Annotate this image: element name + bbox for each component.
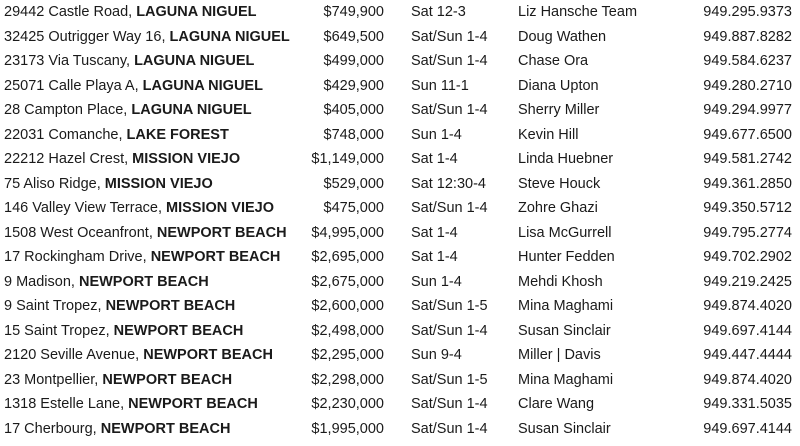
listing-price: $2,695,000 <box>311 249 384 265</box>
listing-price: $1,149,000 <box>311 151 384 167</box>
city-name: NEWPORT BEACH <box>150 249 281 265</box>
agent-phone: 949.702.2902 <box>703 249 792 265</box>
city-name: NEWPORT BEACH <box>78 273 209 290</box>
agent-phone: 949.697.4144 <box>703 322 792 339</box>
listing-row <box>0 98 800 123</box>
street-address: 9 Saint Tropez, <box>4 298 102 314</box>
listing-address <box>4 368 232 393</box>
agent-phone: 949.795.2774 <box>703 224 792 241</box>
agent-phone: 949.697.4144 <box>703 420 792 437</box>
listing-price: $475,000 <box>323 200 384 216</box>
listing-row <box>0 294 800 319</box>
listing-address <box>4 270 209 295</box>
listing-row <box>0 25 800 50</box>
street-address: 146 Valley View Terrace, <box>4 200 162 216</box>
listing-address <box>4 221 287 246</box>
street-address: 28 Campton Place, <box>4 102 128 118</box>
listing-row <box>0 147 800 172</box>
open-house-time: Sat/Sun 1-4 <box>411 200 488 216</box>
agent-phone: 949.350.5712 <box>703 200 792 216</box>
city-name: LAGUNA NIGUEL <box>134 53 255 69</box>
listing-price: $2,295,000 <box>311 347 384 363</box>
city-name: LAGUNA NIGUEL <box>142 77 263 94</box>
agent-name: Diana Upton <box>518 77 599 94</box>
open-house-time: Sat/Sun 1-4 <box>411 420 488 437</box>
open-house-time: Sun 11-1 <box>411 77 469 94</box>
listing-row <box>0 319 800 344</box>
street-address: 32425 Outrigger Way 16, <box>4 28 166 45</box>
listing-row <box>0 221 800 246</box>
city-name: LAKE FOREST <box>126 126 229 143</box>
agent-name: Chase Ora <box>518 53 589 69</box>
street-address: 25071 Calle Playa A, <box>4 77 139 94</box>
street-address: 75 Aliso Ridge, <box>4 175 101 192</box>
listing-row <box>0 270 800 295</box>
agent-name: Linda Huebner <box>518 151 614 167</box>
agent-name: Hunter Fedden <box>518 249 615 265</box>
street-address: 17 Cherbourg, <box>4 420 97 437</box>
listing-address <box>4 49 254 74</box>
listing-price: $2,230,000 <box>311 396 384 412</box>
listing-row <box>0 0 800 25</box>
listing-price: $2,298,000 <box>311 371 384 388</box>
agent-name: Mehdi Khosh <box>518 273 603 290</box>
agent-phone: 949.280.2710 <box>703 77 792 94</box>
listing-row <box>0 417 800 442</box>
listing-row <box>0 49 800 74</box>
open-house-time: Sat/Sun 1-4 <box>411 322 488 339</box>
city-name: LAGUNA NIGUEL <box>136 4 257 20</box>
listing-row <box>0 196 800 221</box>
agent-name: Liz Hansche Team <box>518 4 638 20</box>
agent-phone: 949.219.2425 <box>703 273 792 290</box>
open-house-time: Sat 1-4 <box>411 224 458 241</box>
street-address: 22031 Comanche, <box>4 126 123 143</box>
listing-price: $2,675,000 <box>311 273 384 290</box>
listing-address <box>4 123 229 148</box>
city-name: NEWPORT BEACH <box>143 347 273 363</box>
agent-phone: 949.295.9373 <box>703 4 792 20</box>
listing-address <box>4 147 240 172</box>
agent-phone: 949.581.2742 <box>703 151 792 167</box>
listing-address <box>4 0 257 25</box>
listing-address <box>4 319 243 344</box>
open-house-time: Sat/Sun 1-4 <box>411 396 488 412</box>
agent-name: Mina Maghami <box>518 371 614 388</box>
listing-price: $748,000 <box>323 126 384 143</box>
listing-address <box>4 417 230 442</box>
city-name: MISSION VIEJO <box>104 175 213 192</box>
listing-price: $429,900 <box>323 77 384 94</box>
street-address: 15 Saint Tropez, <box>4 322 110 339</box>
listing-address <box>4 294 235 319</box>
open-house-time: Sat/Sun 1-4 <box>411 53 488 69</box>
street-address: 1318 Estelle Lane, <box>4 396 125 412</box>
street-address: 2120 Seville Avenue, <box>4 347 140 363</box>
open-house-time: Sat 1-4 <box>411 249 458 265</box>
agent-phone: 949.331.5035 <box>703 396 792 412</box>
listing-row <box>0 343 800 368</box>
open-house-time: Sun 9-4 <box>411 347 462 363</box>
listing-price: $749,900 <box>323 4 384 20</box>
agent-phone: 949.874.4020 <box>703 371 792 388</box>
open-house-time: Sat 12:30-4 <box>411 175 486 192</box>
open-house-time: Sat/Sun 1-4 <box>411 102 488 118</box>
city-name: NEWPORT BEACH <box>113 322 244 339</box>
agent-name: Steve Houck <box>518 175 601 192</box>
listing-price: $529,000 <box>323 175 384 192</box>
listing-price: $4,995,000 <box>311 224 384 241</box>
listing-address <box>4 172 213 197</box>
city-name: NEWPORT BEACH <box>128 396 258 412</box>
city-name: NEWPORT BEACH <box>102 371 233 388</box>
listing-price: $405,000 <box>323 102 384 118</box>
agent-name: Susan Sinclair <box>518 420 611 437</box>
agent-name: Zohre Ghazi <box>518 200 598 216</box>
listing-address <box>4 196 274 221</box>
street-address: 9 Madison, <box>4 273 75 290</box>
agent-name: Sherry Miller <box>518 102 600 118</box>
listing-address <box>4 392 258 417</box>
agent-phone: 949.361.2850 <box>703 175 792 192</box>
open-house-time: Sat 1-4 <box>411 151 458 167</box>
agent-phone: 949.294.9977 <box>703 102 792 118</box>
city-name: LAGUNA NIGUEL <box>169 28 290 45</box>
street-address: 22212 Hazel Crest, <box>4 151 129 167</box>
street-address: 29442 Castle Road, <box>4 4 133 20</box>
listing-address <box>4 98 252 123</box>
listing-price: $1,995,000 <box>311 420 384 437</box>
listing-row <box>0 123 800 148</box>
street-address: 1508 West Oceanfront, <box>4 224 153 241</box>
agent-name: Clare Wang <box>518 396 595 412</box>
street-address: 17 Rockingham Drive, <box>4 249 147 265</box>
listing-address <box>4 74 263 99</box>
agent-name: Lisa McGurrell <box>518 224 612 241</box>
city-name: LAGUNA NIGUEL <box>131 102 252 118</box>
city-name: NEWPORT BEACH <box>105 298 236 314</box>
open-house-time: Sat/Sun 1-5 <box>411 298 488 314</box>
open-house-time: Sat/Sun 1-4 <box>411 28 488 45</box>
agent-phone: 949.677.6500 <box>703 126 792 143</box>
listing-row <box>0 172 800 197</box>
open-house-time: Sun 1-4 <box>411 126 462 143</box>
listing-price: $2,600,000 <box>311 298 384 314</box>
city-name: NEWPORT BEACH <box>100 420 231 437</box>
listing-row <box>0 74 800 99</box>
listing-address <box>4 343 273 368</box>
city-name: MISSION VIEJO <box>132 151 241 167</box>
open-house-time: Sun 1-4 <box>411 273 462 290</box>
agent-name: Doug Wathen <box>518 28 607 45</box>
open-house-time: Sat/Sun 1-5 <box>411 371 488 388</box>
listing-row <box>0 245 800 270</box>
open-house-time: Sat 12-3 <box>411 4 466 20</box>
agent-phone: 949.887.8282 <box>703 28 792 45</box>
agent-phone: 949.874.4020 <box>703 298 792 314</box>
listing-row <box>0 392 800 417</box>
agent-name: Kevin Hill <box>518 126 579 143</box>
agent-phone: 949.584.6237 <box>703 53 792 69</box>
listing-row <box>0 368 800 393</box>
listing-price: $649,500 <box>323 28 384 45</box>
listing-address <box>4 25 290 50</box>
agent-name: Miller | Davis <box>518 347 601 363</box>
listing-price: $499,000 <box>323 53 384 69</box>
agent-name: Susan Sinclair <box>518 322 611 339</box>
listing-address <box>4 245 280 270</box>
city-name: NEWPORT BEACH <box>156 224 287 241</box>
street-address: 23173 Via Tuscany, <box>4 53 131 69</box>
street-address: 23 Montpellier, <box>4 371 99 388</box>
listing-price: $2,498,000 <box>311 322 384 339</box>
city-name: MISSION VIEJO <box>166 200 274 216</box>
agent-name: Mina Maghami <box>518 298 614 314</box>
agent-phone: 949.447.4444 <box>703 347 792 363</box>
